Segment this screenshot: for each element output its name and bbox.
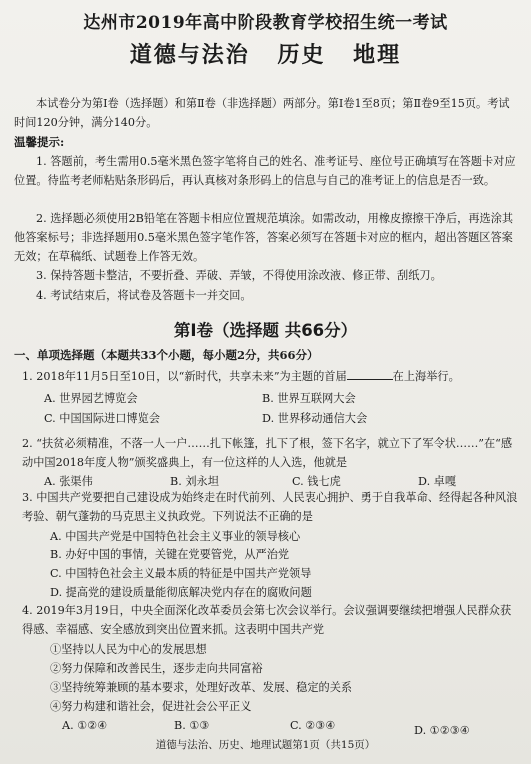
q1-option-b: B. 世界互联网大会 (262, 392, 356, 405)
q4-statement-1: ①坚持以人民为中心的发展思想 (50, 643, 207, 656)
q2-option-c: C. 钱七虎 (292, 475, 341, 488)
q1-option-a: A. 世界园艺博览会 (44, 392, 138, 405)
q4-statement-2: ②努力保障和改善民生，逐步走向共同富裕 (50, 662, 263, 675)
exam-title: 达州市2019年高中阶段教育学校招生统一考试 (83, 13, 448, 33)
q3-option-d: D. 提高党的建设质量能彻底解决党内存在的腐败问题 (50, 586, 312, 599)
intro-text: 本试卷分为第Ⅰ卷（选择题）和第Ⅱ卷（非选择题）两部分。第Ⅰ卷1至8页；第Ⅱ卷9至15页。考试时间120分钟，满分140分。 (14, 97, 510, 129)
q1-option-c: C. 中国国际进口博览会 (44, 412, 160, 425)
q3-option-b: B. 办好中国的事情，关键在党要管党，从严治党 (50, 548, 290, 561)
tip-2: 2. 选择题必须使用2B铅笔在答题卡相应位置规范填涂。如需改动，用橡皮擦擦干净后，再选涂其他答案标号；非选择题用0.5毫米黑色签字笔作答，答案必须写在答题卡对应的框内，超出答题区答案无效；在草稿纸、试题卷上作答无效。 (14, 212, 514, 263)
tip-1: 1. 答题前，考生需用0.5毫米黑色签字笔将自己的姓名、准考证号、座位号正确填写在答题卡对应位置。待监考老师粘贴条形码后，再认真核对条形码上的信息与自己的准考证上的信息是否一致。 (14, 155, 516, 187)
warm-tips-title: 温馨提示: (14, 135, 65, 149)
q2-option-d: D. 卓嘎 (418, 475, 457, 488)
q3-option-a: A. 中国共产党是中国特色社会主义事业的领导核心 (50, 530, 301, 543)
tip-4: 4. 考试结束后，将试卷及答题卡一并交回。 (36, 289, 252, 302)
subject-history: 历史 (277, 42, 326, 68)
q1-option-d: D. 世界移动通信大会 (262, 412, 368, 425)
answer-blank (347, 367, 393, 380)
q4-option-b: B. ①③ (174, 719, 210, 732)
question-3-stem: 3. 中国共产党要把自己建设成为始终走在时代前列、人民衷心拥护、勇于自我革命、经得起各种风浪考验、朝气蓬勃的马克思主义执政党。下列说法不正确的是 (22, 491, 518, 523)
subjects-title (0, 38, 531, 69)
page-footer: 道德与法治、历史、地理试题第1页（共15页） (155, 739, 376, 751)
q4-option-c: C. ②③④ (290, 719, 336, 732)
question-2-stem: 2. “扶贫必须精准，不落一人一户……扎下帐篷，扎下了根，签下名字，就立下了军令状……”在“感动中国2018年度人物”颁奖盛典上，有一位这样的人入选，他就是 (22, 437, 513, 469)
subject-morality-law: 道德与法治 (129, 42, 250, 68)
question-4-stem: 4. 2019年3月19日，中央全面深化改革委员会第七次会议举行。会议强调要继续把增强人民群众获得感、幸福感、安全感放到突出位置来抓。这表明中国共产党 (22, 604, 512, 636)
subject-geography: 地理 (353, 42, 402, 68)
part-title: 一、单项选择题（本题共33个小题，每小题2分，共66分） (14, 348, 319, 362)
section-title: 第Ⅰ卷（选择题 共66分） (173, 321, 358, 340)
q4-option-a: A. ①②④ (62, 719, 108, 732)
question-1-stem (22, 367, 519, 386)
q3-option-c: C. 中国特色社会主义最本质的特征是中国共产党领导 (50, 567, 312, 580)
q4-statement-4: ④努力构建和谐社会，促进社会公平正义 (50, 700, 252, 713)
q2-option-b: B. 刘永坦 (170, 475, 219, 488)
q4-option-d: D. ①②③④ (414, 724, 470, 737)
q2-option-a: A. 张渠伟 (44, 475, 93, 488)
question-1-text-b: 在上海举行。 (392, 370, 460, 383)
tip-3: 3. 保持答题卡整洁，不要折叠、弄破、弄皱，不得使用涂改液、修正带、刮纸刀。 (36, 269, 442, 282)
q4-statement-3: ③坚持统筹兼顾的基本要求，处理好改革、发展、稳定的关系 (50, 681, 353, 694)
question-1-text-a: 1. 2018年11月5日至10日，以“新时代，共享未来”为主题的首届 (22, 370, 347, 383)
